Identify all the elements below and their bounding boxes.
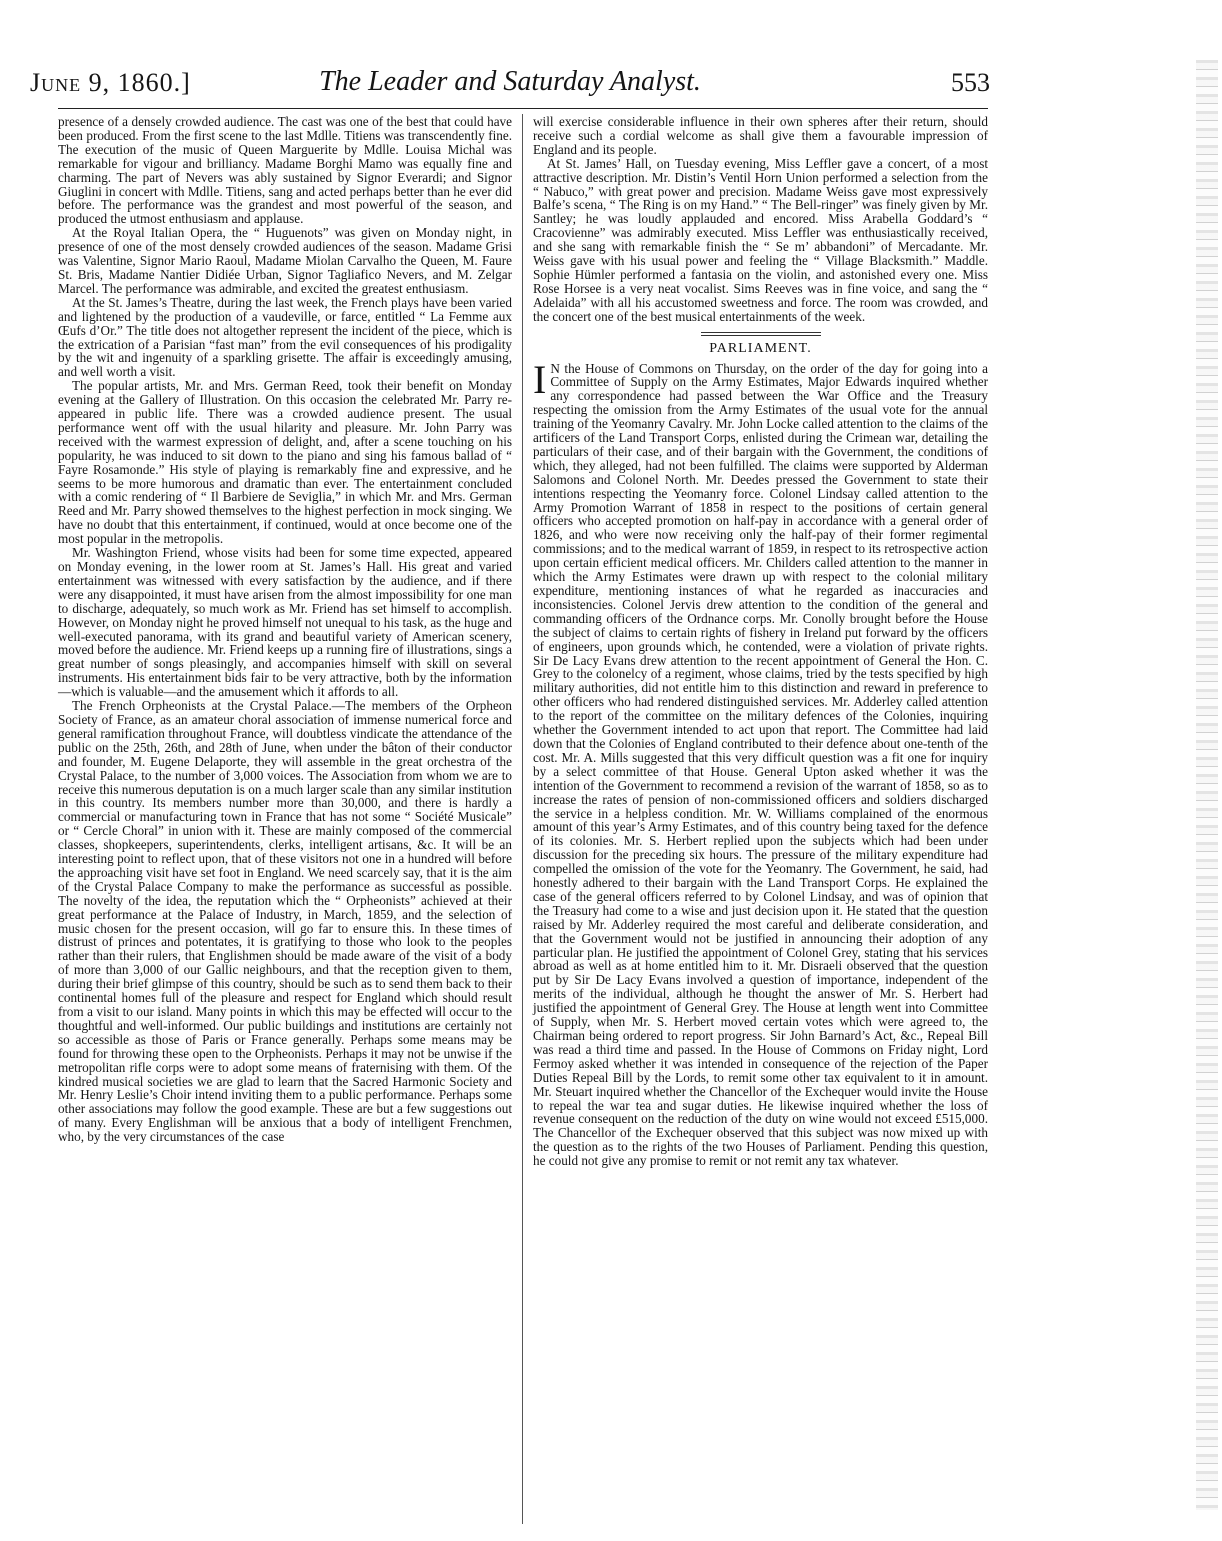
parliament-text: N the House of Commons on Thursday, on the order of the day for going into a Committee of Supply on the Army Estimates, Major Edwards inquired whether any correspondence had passed between the War Office and the Treasury respecting the omission from the Army Estimates of the usual vote for the annual training of the Yeomanry Cavalry. Mr. John Locke called attention to the claims of the artificers of the Land Transport Corps, enlisted during the Crimean war, detailing the particulars of their case, and of their bargain with the Government, the conditions of which, they alleged, had not been fulfilled. The claims were supported by Alderman Salomons and Colonel North. Mr. Deedes pressed the Government to state their intentions respecting the Yeomanry force. Colonel Lindsay called attention to the Army Promotion Warrant of 1858 in respect to the positions of certain general officers who accepted promotion on half-pay in accordance with a general order of 1826, and who were now receiving only the half-pay of their former regimental commissions; and to the medical warrant of 1859, in respect to its retrospective action upon certain efficient medical officers. Mr. Childers called attention to the manner in which the Army Estimates were drawn up with respect to the colonial military expenditure, mentioning instances of what he regarded as inaccuracies and inconsistencies. Colonel Jervis drew attention to the condition of the general and commanding officers of the Ordnance corps. Mr. Conolly brought before the House the subject of claims to certain rights of fishery in Ireland put forward by the officers of engineers, upon grounds which, he contended, were a violation of private rights. Sir De Lacy Evans drew attention to the recent appointment of General the Hon. C. Grey to the colonelcy of a regiment, whose claims, tried by the tests specified by high military authorities, did not entitle him to this distinction and reward in preference to other officers who had rendered distinguished services. Mr. Adderley called attention to the report of the committee on the military defences of the Colonies, inquiring whether the Government intended to act upon that report. The Committee had laid down that the Colonies of England contributed to their defence about one-tenth of the cost. Mr. A. Mills suggested that this very difficult question was a fit one for inquiry by a select committee of that House. General Upton asked whether it was the intention of the Government to recommend a revision of the warrant of 1858, so as to increase the rates of pension of non-commissioned officers and soldiers discharged the service in a helpless condition. Mr. W. Williams complained of the enormous amount of this year’s Army Estimates, and of this country being taxed for the defence of its colonies. Mr. S. Herbert replied upon the subjects which had been under discussion for the preceding six hours. The pressure of the military expenditure had compelled the omission of the vote for the Yeomanry. The Government, he said, had honestly adhered to their bargain with the Land Transport Corps. He explained the case of the general officers referred to by Colonel Lindsay, and was of opinion that the Treasury had come to a wise and just decision upon it. He stated that the question raised by Mr. Adderley required the most careful and deliberate consideration, and that the Government would not be justified in announcing their adoption of any particular plan. He justified the appointment of Colonel Grey, stating that his services abroad as well as at home entitled him to it. Mr. Disraeli observed that the question put by Sir De Lacy Evans involved a question of importance, independent of the merits of the individual, although he thought the answer of Mr. S. Herbert had justified the appointment of General Grey. The House at length went into Committee of Supply, when Mr. S. Herbert moved certain votes which were agreed to, the Chairman being ordered to report progress. Sir John Barnard’s Act, &c., Repeal Bill was read a third time and passed. In the House of Commons on Friday night, Lord Fermoy asked whether it was intended in consequence of the rejection of the Paper Duties Repeal Bill by the Lords, to remit some other tax equivalent to it in amount. Mr. Steuart inquired whether the Chancellor of the Exchequer would invite the House to repeal the war tea and sugar duties. He likewise inquired whether the loss of revenue consequent on the reduction of the duty on wine would not exceed £515,000. The Chancellor of the Exchequer observed that this subject was now mixed up with the question as to the rights of the two Houses of Parliament. Pending this question, he could not give any promise to remit or not remit any tax whatever.	[533, 360, 988, 1169]
column-divider	[522, 114, 523, 1524]
section-rule	[701, 332, 821, 333]
page-header	[30, 62, 990, 102]
article-paragraph: At St. James’ Hall, on Tuesday evening, Miss Leffler gave a concert, of a most attractive description. Mr. Distin’s Ventil Horn Union performed a selection from the “ Nabuco,” with great power and precision. Madame Weiss gave most expressively Balfe’s scena, “ The Ring is on my Hand.” “ The Bell-ringer” was finely given by Mr. Santley; he was loudly applauded and encored. Miss Arabella Goddard’s “ Cracovienne” was admirably executed. Miss Leffler was enthusiastically received, and she sang with remarkable finish the “ Se m’ abbandoni” of Mercadante. Mr. Weiss gave with his usual power and feeling the “ Village Blacksmith.” Maddle. Sophie Hümler performed a fantasia on the violin, and astonished every one. Miss Rose Horsee is a very neat vocalist. Sims Reeves was in fine voice, and sang the “ Adelaida” with all his accustomed sweetness and force. The room was crowded, and the concert one of the best musical entertainments of the week.	[533, 155, 988, 324]
header-rule	[58, 108, 988, 109]
publication-title: The Leader and Saturday Analyst.	[319, 66, 701, 97]
drop-cap: I	[533, 356, 547, 402]
page-edge-binding	[1196, 60, 1218, 1510]
article-paragraph: The French Orpheonists at the Crystal Palace.—The members of the Orpheon Society of France, as an amateur choral association of immense numerical force and general ramification throughout France, will doubtless vindicate the attendance of the public on the 25th, 26th, and 28th of June, when under the bâton of their conductor and founder, M. Eugene Delaporte, they will assemble in the great orchestra of the Crystal Palace, to the number of 3,000 voices. The Association from whom we are to receive this numerous deputation is on a much larger scale than any similar institution in this country. Its members number more than 30,000, and there is hardly a commercial or manufacturing town in France that has not some “ Société Musicale” or “ Cercle Choral” in union with it. These are mainly composed of the commercial classes, shopkeepers, superintendents, clerks, intelligent artisans, &c. It will be an interesting point to reflect upon, that of these visitors not one in a hundred will before the approaching visit have set foot in England. We need scarcely say, that it is the aim of the Crystal Palace Company to make the performance as successful as possible. The novelty of the idea, the reputation which the “ Orpheonists” achieved at their great performance at the Palace of Industry, in March, 1859, and the selection of music chosen for the present occasion, will go far to ensure this. In these times of distrust of princes and potentates, it is gratifying to those who look to the peoples rather than their rulers, that Englishmen should be made aware of the visit of a body of more than 3,000 of our Gallic neighbours, and that the reception given to them, during their brief glimpse of this country, should be such as to send them back to their continental homes full of the pleasure and respect for England which should result from a visit to our island. Many points in which this may be effected will occur to the thoughtful and well-informed. Our public buildings and institutions are certainly not so accessible as those of Paris or France generally. Perhaps some means may be found for throwing these open to the Orpheonists. Perhaps it may not be unwise if the metropolitan rifle corps were to adopt some means of fraternising with them. Of the kindred musical societies we are glad to learn that the Sacred Harmonic Society and Mr. Henry Leslie’s Choir intend inviting them to a public performance. Perhaps some other associations may follow the good example. These are but a few suggestions out of many. Every Englishman will be anxious that a body of intelligent Frenchmen, who, by the very circumstances of the case	[58, 698, 512, 1145]
page-number: 553	[951, 68, 990, 97]
section-heading: PARLIAMENT.	[709, 340, 812, 356]
left-column	[58, 115, 512, 1144]
article-paragraph: presence of a densely crowded audience. The cast was one of the best that could have been produced. From the first scene to the last Mdlle. Titiens was transcendently fine. The execution of the music of Queen Marguerite by Mdlle. Louisa Michal was remarkable for vigour and brilliancy. Madame Borghi Mamo was equally fine and charming. The part of Nevers was ably sustained by Signor Everardi; and Signor Giuglini in concert with Mdlle. Titiens, sang and acted perhaps better than he ever did before. The performance was the grandest and most powerful of the season, and produced the utmost enthusiasm and applause.	[58, 114, 512, 227]
article-paragraph: will exercise considerable influence in their own spheres after their return, should receive such a cordial welcome as shall give them a favourable impression of England and its people.	[533, 114, 988, 157]
article-paragraph: At the Royal Italian Opera, the “ Huguenots” was given on Monday night, in presence of one of the most densely crowded audiences of the season. Madame Grisi was Valentine, Signor Mario Raoul, Madame Miolan Carvalho the Queen, M. Faure St. Bris, Madame Nantier Didiée Urban, Signor Tagliafico Nevers, and M. Zelgar Marcel. The performance was admirable, and excited the greatest enthusiasm.	[58, 225, 512, 296]
issue-date: June 9, 1860.]	[30, 68, 191, 97]
article-paragraph: At the St. James’s Theatre, during the last week, the French plays have been varied and lightened by the production of a vaudeville, or farce, entitled “ La Femme aux Œufs d’Or.” The title does not altogether represent the incident of the piece, which is the extrication of a Parisian “fast man” from the evil consequences of his prodigality by the wit and ingenuity of a sparkling grisette. The affair is exceedingly amusing, and well worth a visit.	[58, 294, 512, 380]
right-column	[533, 115, 988, 1168]
section-rule	[701, 335, 821, 336]
article-paragraph: The popular artists, Mr. and Mrs. German Reed, took their benefit on Monday evening at the Gallery of Illustration. On this occasion the celebrated Mr. Parry re-appeared in public life. There was a crowded audience present. The usual performance went off with the usual hilarity and pleasure. Mr. John Parry was received with the warmest expression of delight, and, after a scene touching on his popularity, he was induced to sit down to the piano and sing his famous ballad of “ Fayre Rosamonde.” His style of playing is remarkably fine and expressive, and he seems to be more humorous and dramatic than ever. The entertainment concluded with a comic rendering of “ Il Barbiere de Seviglia,” in which Mr. and Mrs. German Reed and Mr. Parry showed themselves to the highest perfection in mock singing. We have no doubt that this entertainment, if continued, would at once become one of the most popular in the metropolis.	[58, 378, 512, 547]
article-paragraph: Mr. Washington Friend, whose visits had been for some time expected, appeared on Monday evening, in the lower room at St. James’s Hall. His great and varied entertainment was witnessed with every satisfaction by the audience, and if there were any disappointed, it must have arisen from the almost impossibility for one man to discharge, adequately, so much work as Mr. Friend has set himself to accomplish. However, on Monday night he proved himself not unequal to his task, as the huge and well-executed panorama, with its grand and beautiful variety of American scenery, moved before the audience. Mr. Friend keeps up a running fire of illustrations, sings a great number of songs pleasingly, and accompanies himself with skill on several instruments. His entertainment bids fair to be very attractive, both by the information—which is valuable—and the amusement which it affords to all.	[58, 545, 512, 700]
parliament-paragraph	[533, 356, 988, 1169]
